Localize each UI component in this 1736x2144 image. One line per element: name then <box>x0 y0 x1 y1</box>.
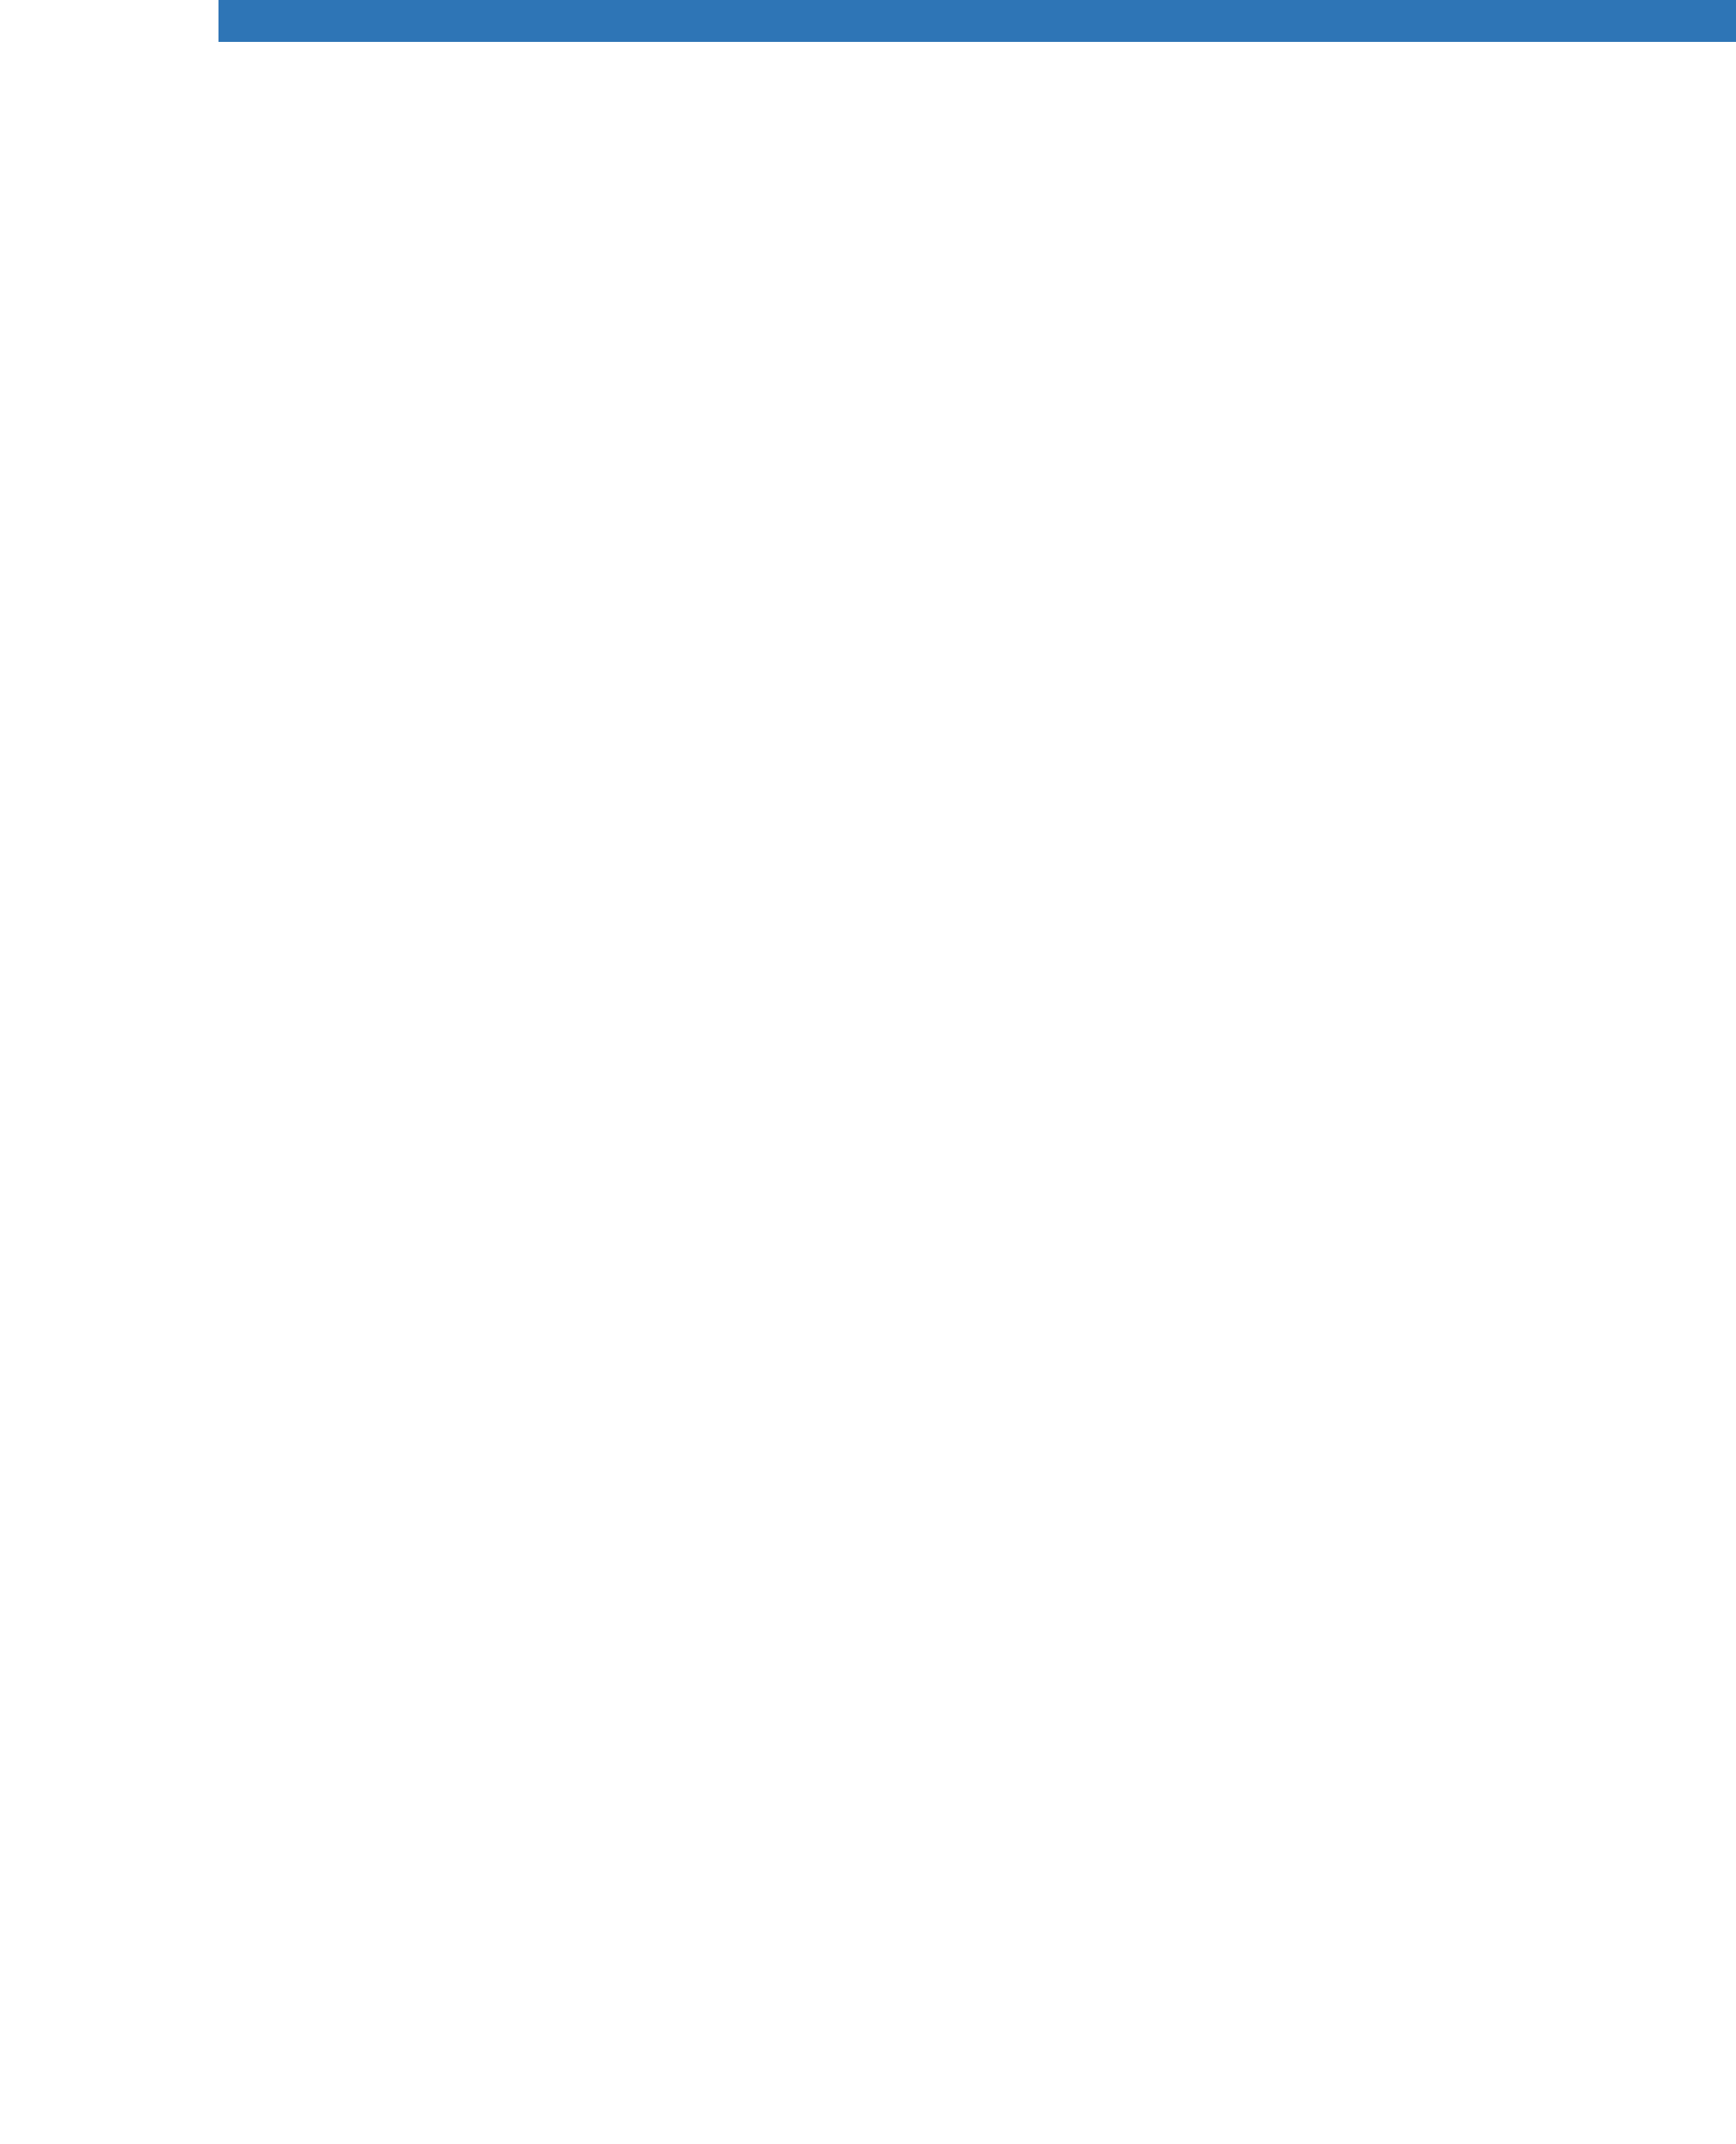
header-president-column <box>1371 0 1736 42</box>
header-year-column <box>1223 0 1371 42</box>
header-club-column <box>218 0 1223 42</box>
header-blank-cell <box>0 0 218 42</box>
